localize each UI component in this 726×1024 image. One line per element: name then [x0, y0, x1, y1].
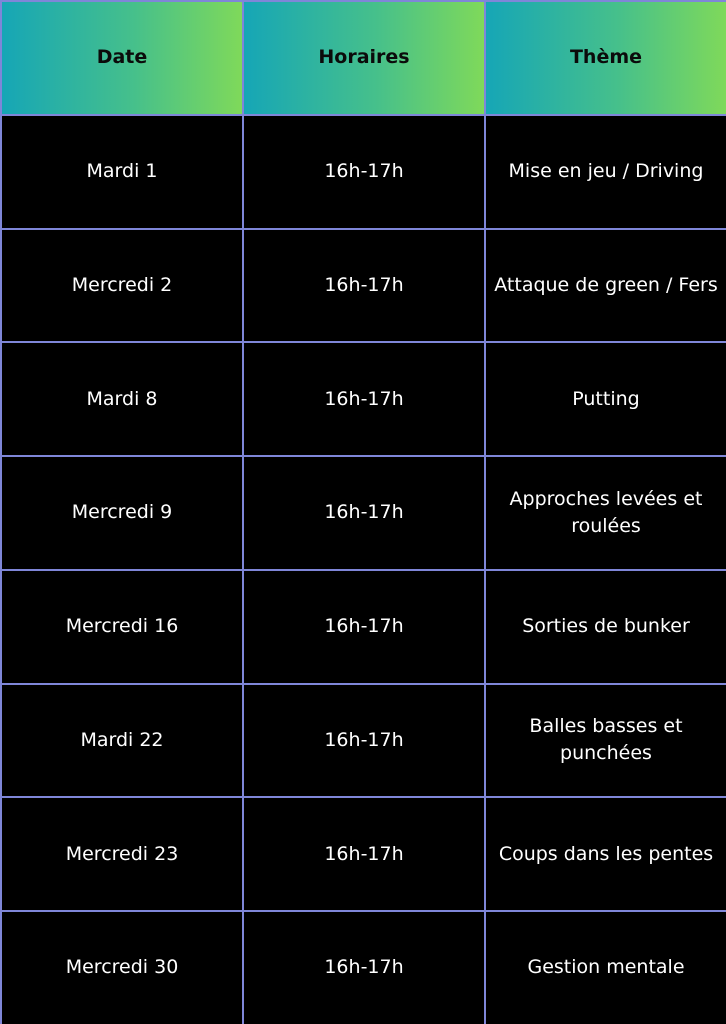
cell-horaires: 16h-17h — [242, 114, 484, 228]
header-theme: Thème — [484, 0, 726, 114]
cell-theme: Attaque de green / Fers — [484, 228, 726, 342]
cell-date: Mardi 22 — [0, 683, 242, 797]
cell-date: Mercredi 2 — [0, 228, 242, 342]
cell-date: Mercredi 30 — [0, 910, 242, 1024]
cell-theme: Gestion mentale — [484, 910, 726, 1024]
cell-date: Mardi 8 — [0, 341, 242, 455]
cell-horaires: 16h-17h — [242, 910, 484, 1024]
cell-theme: Sorties de bunker — [484, 569, 726, 683]
header-date: Date — [0, 0, 242, 114]
cell-horaires: 16h-17h — [242, 683, 484, 797]
cell-horaires: 16h-17h — [242, 796, 484, 910]
header-horaires: Horaires — [242, 0, 484, 114]
cell-date: Mercredi 16 — [0, 569, 242, 683]
cell-horaires: 16h-17h — [242, 341, 484, 455]
cell-date: Mardi 1 — [0, 114, 242, 228]
cell-theme: Mise en jeu / Driving — [484, 114, 726, 228]
cell-date: Mercredi 9 — [0, 455, 242, 569]
cell-theme: Coups dans les pentes — [484, 796, 726, 910]
cell-theme: Balles basses et punchées — [484, 683, 726, 797]
cell-horaires: 16h-17h — [242, 228, 484, 342]
cell-horaires: 16h-17h — [242, 569, 484, 683]
cell-date: Mercredi 23 — [0, 796, 242, 910]
cell-theme: Putting — [484, 341, 726, 455]
cell-theme: Approches levées et roulées — [484, 455, 726, 569]
cell-horaires: 16h-17h — [242, 455, 484, 569]
